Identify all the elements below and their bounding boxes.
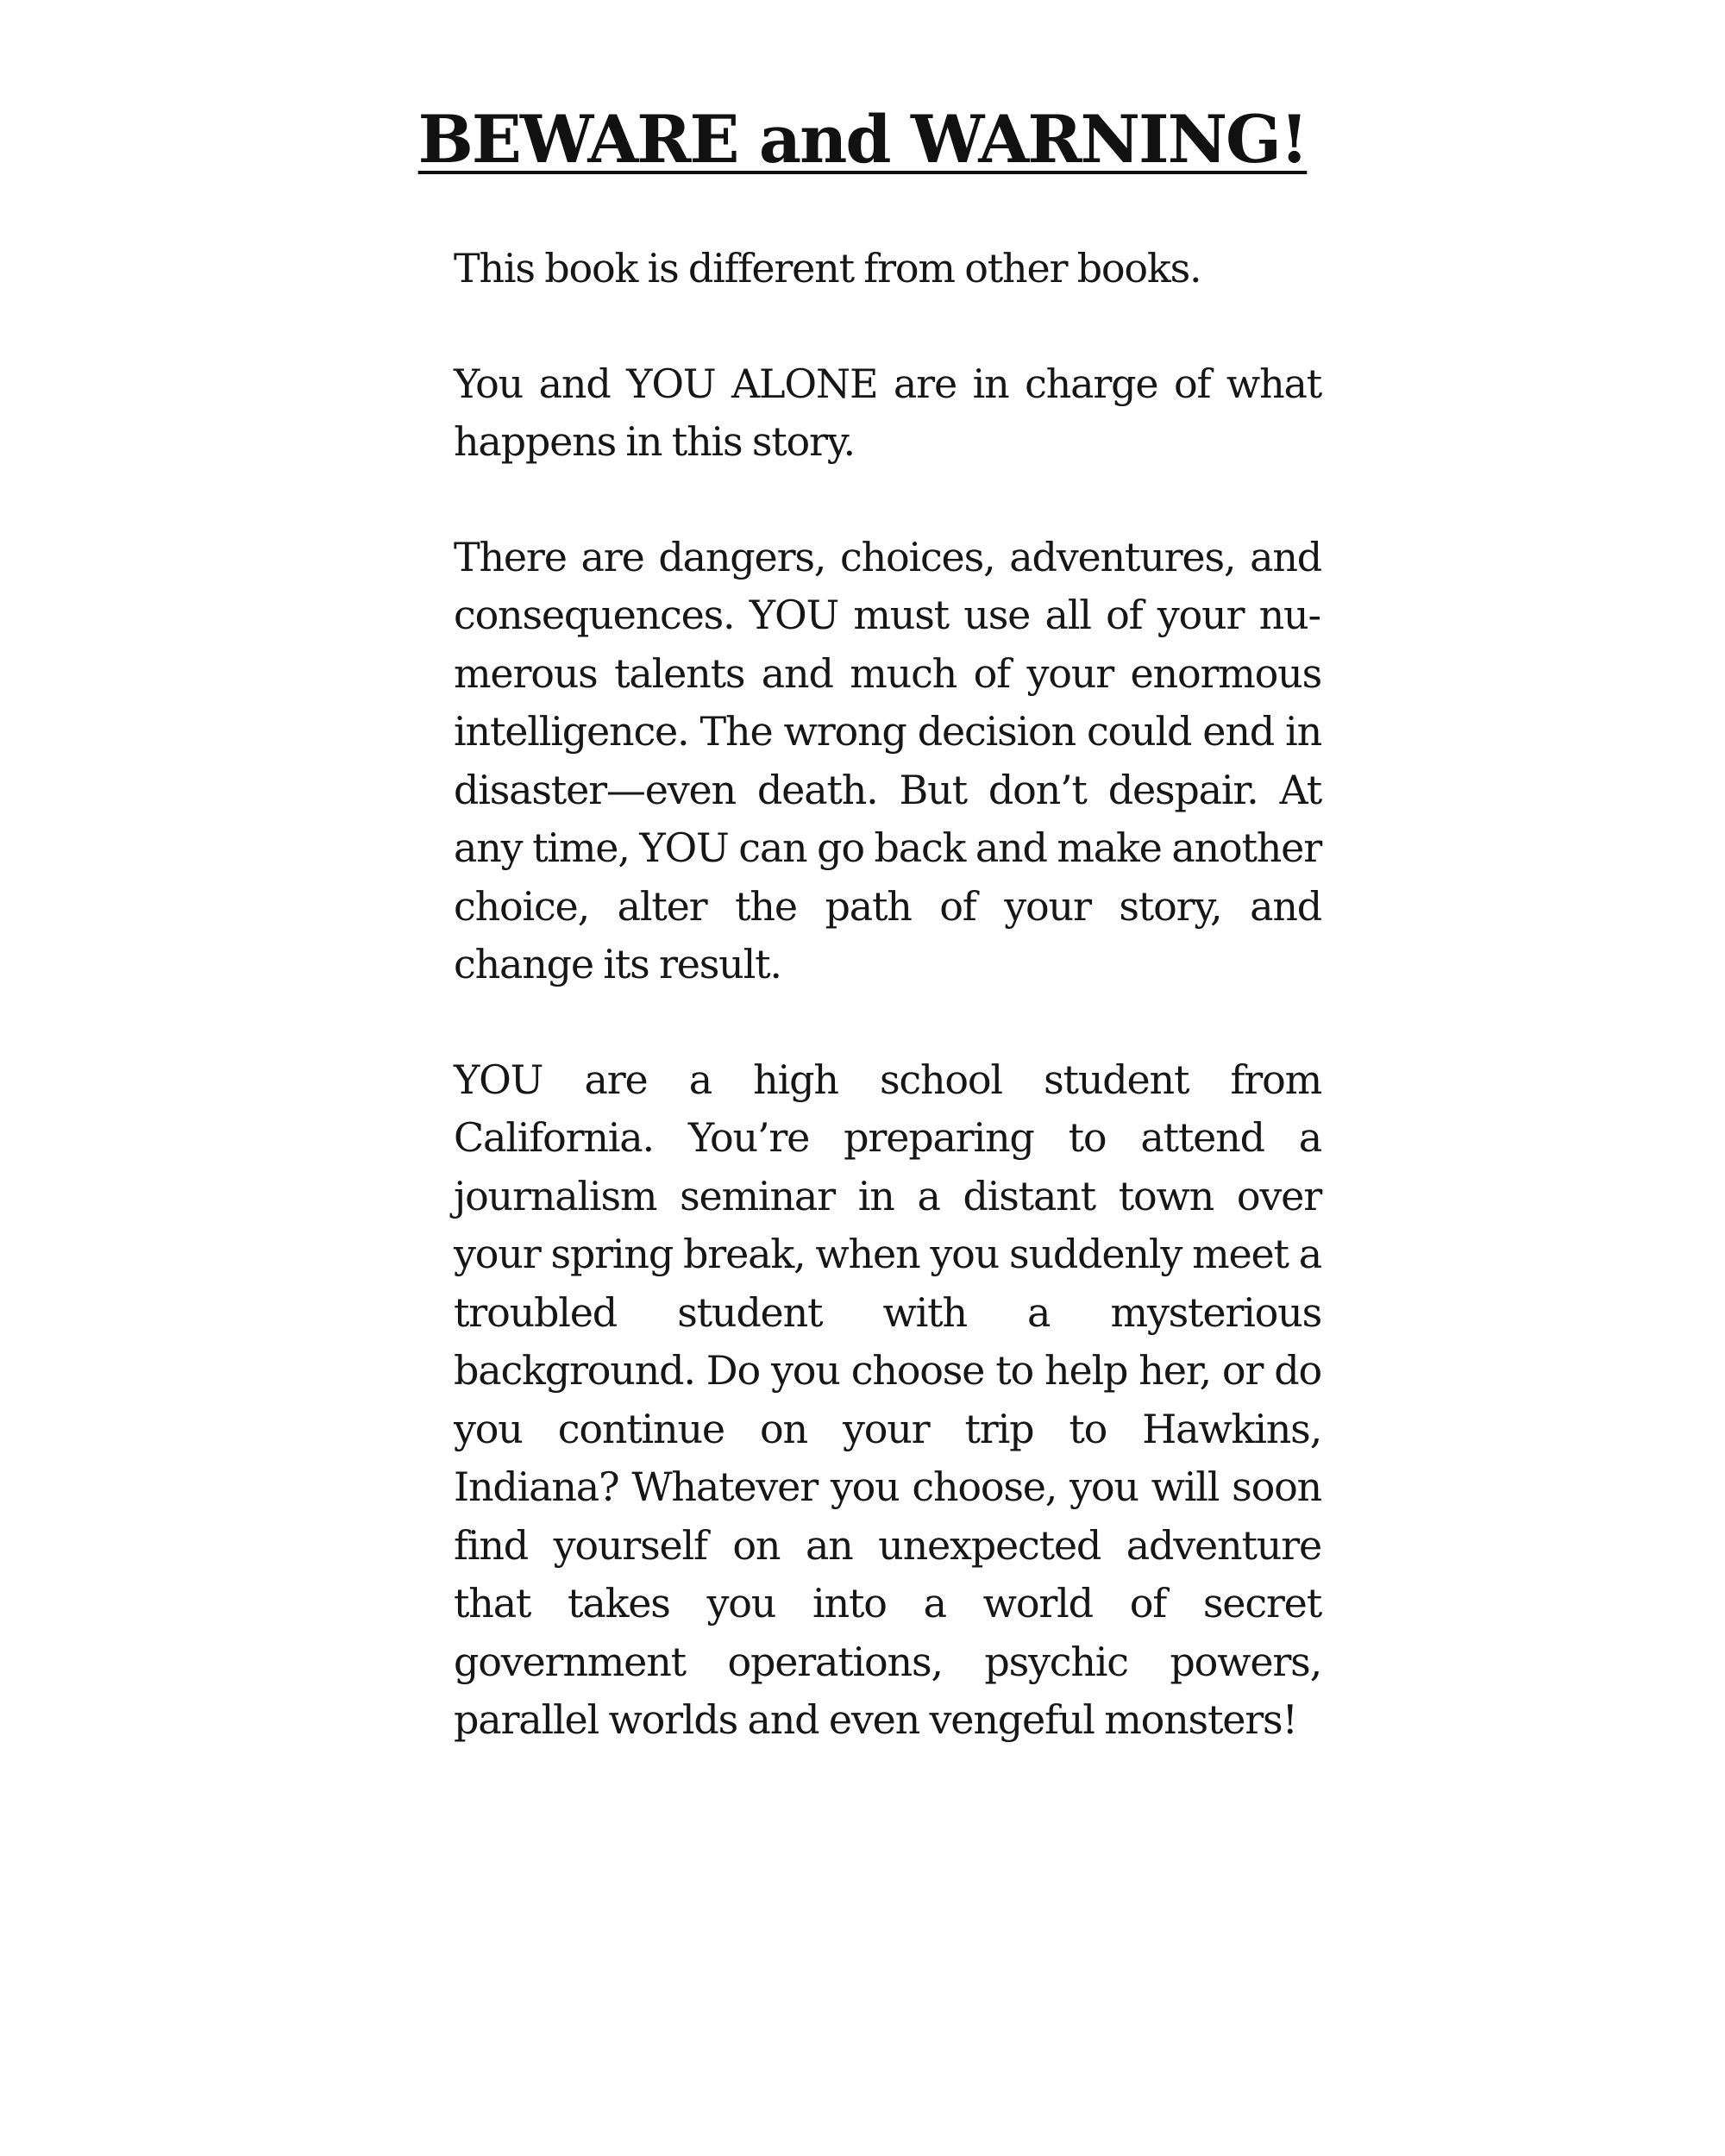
intro-text — [454, 240, 1321, 1750]
paragraph-in-charge: You and YOU ALONE are in charge of what happens in this story. — [454, 360, 1321, 465]
paragraph-story-premise: YOU are a high school student from California. You’re preparing to attend a journalism seminar in a distant town over your spring break, when you suddenly meet a troubled student with a mysterious background. Do you choose to help her, or do you continue on your trip to Hawkins, Indiana? Whatever you choose, you will soon find yourself on an unexpected adventure that takes you into a world of secret government operations, psychic powers, parallel worlds and even vengeful monsters! — [454, 1056, 1321, 1743]
paragraph-intro: This book is different from other books. — [454, 245, 1201, 291]
page-title: BEWARE and WARNING! — [417, 101, 1308, 178]
paragraph-dangers: There are dangers, choices, adventures, and consequences. YOU must use all of your numerous talents and much of your enormous intelligence. The wrong decision could end in disaster—even death. But don’t despair. At any time, YOU can go back and make another choice, alter the path of your story, and change its result. — [454, 533, 1321, 987]
